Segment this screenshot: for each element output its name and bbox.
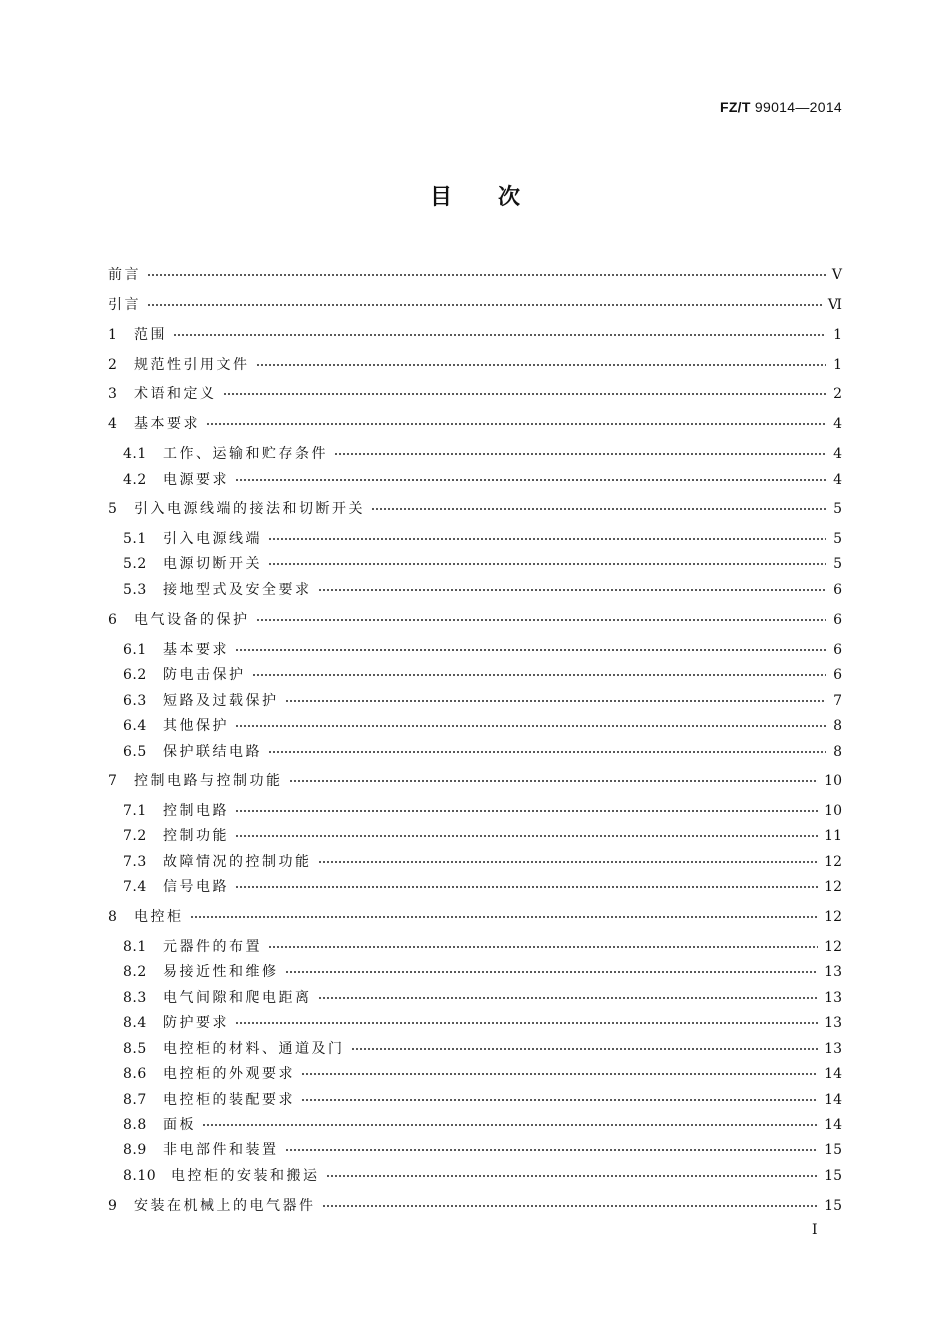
- toc-entry-page: 7: [833, 693, 842, 709]
- toc-entry[interactable]: [123, 713, 842, 739]
- toc-entry-label: 面板: [163, 1117, 196, 1133]
- toc-entry-number: 2: [108, 357, 118, 373]
- toc-entry-label: 保护联结电路: [163, 744, 262, 760]
- toc-entry-page: 4: [833, 416, 842, 432]
- toc-entry-number: 5.3: [123, 582, 147, 598]
- toc-entry[interactable]: [123, 1137, 842, 1163]
- toc-entry-number: 8.3: [123, 990, 147, 1006]
- toc-entry-label: 信号电路: [163, 879, 229, 895]
- toc-entry-label: 术语和定义: [134, 386, 217, 402]
- toc-entry-page: 2: [833, 386, 842, 402]
- toc-entry-label: 电源要求: [163, 472, 229, 488]
- toc-entry-label: 安装在机械上的电气器件: [134, 1198, 316, 1214]
- toc-entry[interactable]: [123, 823, 842, 849]
- toc-entry-page: 4: [833, 446, 842, 462]
- toc-leader-dots: [202, 1124, 818, 1126]
- toc-entry-page: 8: [833, 718, 842, 734]
- toc-entry-label: 引言: [108, 297, 141, 313]
- toc-entry[interactable]: [123, 662, 842, 688]
- toc-entry-label: 基本要求: [134, 416, 200, 432]
- toc-entry[interactable]: [108, 496, 842, 522]
- toc-entry[interactable]: [123, 739, 842, 765]
- toc-entry[interactable]: [108, 262, 842, 288]
- toc-entry-page: 5: [833, 501, 842, 517]
- toc-entry[interactable]: [123, 1010, 842, 1036]
- toc-entry-page: 14: [824, 1066, 842, 1082]
- toc-entry[interactable]: [123, 1061, 842, 1087]
- toc-entry[interactable]: [108, 1193, 842, 1219]
- toc-entry-number: 7.1: [123, 803, 147, 819]
- toc-entry-label: 控制功能: [163, 828, 229, 844]
- toc-entry-label: 电控柜: [134, 909, 184, 925]
- toc-entry-number: 8.8: [123, 1117, 147, 1133]
- toc-leader-dots: [147, 274, 826, 276]
- toc-entry[interactable]: [123, 467, 842, 493]
- toc-entry-label: 其他保护: [163, 718, 229, 734]
- toc-entry-number: 6.5: [123, 744, 147, 760]
- toc-leader-dots: [301, 1073, 818, 1075]
- toc-leader-dots: [285, 971, 819, 973]
- toc-entry-label: 电控柜的材料、通道及门: [163, 1041, 345, 1057]
- toc-entry[interactable]: [108, 292, 842, 318]
- toc-entry-label: 电控柜的安装和搬运: [171, 1168, 320, 1184]
- toc-entry-label: 元器件的布置: [163, 939, 262, 955]
- toc-entry-number: 5.1: [123, 531, 147, 547]
- toc-entry[interactable]: [123, 1036, 842, 1062]
- toc-entry-page: Ⅴ: [831, 267, 842, 283]
- page-number: I: [812, 1222, 818, 1238]
- toc-leader-dots: [289, 780, 819, 782]
- toc-entry-page: 12: [824, 939, 842, 955]
- toc-entry-page: 6: [833, 582, 842, 598]
- toc-leader-dots: [285, 1149, 819, 1151]
- toc-entry[interactable]: [123, 551, 842, 577]
- toc-entry[interactable]: [108, 904, 842, 930]
- toc-leader-dots: [268, 946, 818, 948]
- toc-leader-dots: [318, 861, 819, 863]
- toc-entry[interactable]: [123, 849, 842, 875]
- toc-entry-label: 工作、运输和贮存条件: [163, 446, 328, 462]
- toc-entry-page: 6: [833, 667, 842, 683]
- toc-leader-dots: [322, 1205, 819, 1207]
- toc-leader-dots: [147, 304, 822, 306]
- toc-entry-page: 4: [833, 472, 842, 488]
- toc-entry-label: 电源切断开关: [163, 556, 262, 572]
- toc-entry-number: 6.2: [123, 667, 147, 683]
- toc-entry-number: 8.4: [123, 1015, 147, 1031]
- toc-entry-label: 电气设备的保护: [134, 612, 250, 628]
- toc-leader-dots: [334, 453, 826, 455]
- toc-entry-page: 15: [824, 1142, 842, 1158]
- toc-entry[interactable]: [123, 688, 842, 714]
- toc-leader-dots: [190, 916, 819, 918]
- toc-entry-label: 基本要求: [163, 642, 229, 658]
- toc-entry-label: 范围: [134, 327, 167, 343]
- toc-entry-number: 8.7: [123, 1092, 147, 1108]
- toc-entry[interactable]: [123, 959, 842, 985]
- toc-entry-label: 引入电源线端: [163, 531, 262, 547]
- toc-leader-dots: [301, 1099, 818, 1101]
- toc-leader-dots: [235, 1022, 818, 1024]
- toc-entry-page: 14: [824, 1092, 842, 1108]
- toc-entry[interactable]: [123, 798, 842, 824]
- toc-entry-label: 防电击保护: [163, 667, 246, 683]
- toc-entry[interactable]: [108, 322, 842, 348]
- toc-entry-number: 6: [108, 612, 118, 628]
- document-code-prefix: FZ/T: [719, 99, 751, 115]
- toc-entry-number: 8: [108, 909, 118, 925]
- toc-leader-dots: [206, 423, 826, 425]
- toc-entry[interactable]: [123, 441, 842, 467]
- toc-leader-dots: [326, 1175, 819, 1177]
- toc-leader-dots: [173, 334, 826, 336]
- toc-leader-dots: [285, 700, 827, 702]
- toc-entry[interactable]: [123, 577, 842, 603]
- toc-entry-label: 电控柜的装配要求: [163, 1092, 295, 1108]
- toc-entry-number: 6.1: [123, 642, 147, 658]
- toc-entry-number: 1: [108, 327, 118, 343]
- toc-entry-number: 8.9: [123, 1142, 147, 1158]
- toc-leader-dots: [235, 886, 818, 888]
- toc-entry-page: 15: [824, 1198, 842, 1214]
- toc-leader-dots: [252, 674, 827, 676]
- toc-entry-label: 规范性引用文件: [134, 357, 250, 373]
- toc-entry-label: 控制电路与控制功能: [134, 773, 283, 789]
- toc-entry-number: 8.2: [123, 964, 147, 980]
- toc-entry-number: 4.1: [123, 446, 147, 462]
- toc-entry-page: 6: [833, 612, 842, 628]
- toc-entry-page: 8: [833, 744, 842, 760]
- toc-entry[interactable]: [108, 768, 842, 794]
- toc-entry-label: 电控柜的外观要求: [163, 1066, 295, 1082]
- toc-entry-page: 13: [824, 1015, 842, 1031]
- toc-leader-dots: [235, 810, 818, 812]
- toc-entry-label: 引入电源线端的接法和切断开关: [134, 501, 365, 517]
- toc-leader-dots: [351, 1048, 819, 1050]
- toc-entry[interactable]: [123, 1087, 842, 1113]
- toc-entry-label: 故障情况的控制功能: [163, 854, 312, 870]
- toc-leader-dots: [223, 393, 827, 395]
- toc-entry[interactable]: [108, 411, 842, 437]
- toc-entry-page: 13: [824, 964, 842, 980]
- toc-entry[interactable]: [123, 1112, 842, 1138]
- toc-entry-page: 13: [824, 990, 842, 1006]
- toc-entry-page: 15: [824, 1168, 842, 1184]
- toc-leader-dots: [268, 563, 826, 565]
- toc-entry-label: 电气间隙和爬电距离: [163, 990, 312, 1006]
- toc-entry-number: 6.3: [123, 693, 147, 709]
- toc-entry-page: 1: [833, 357, 842, 373]
- toc-entry-number: 4.2: [123, 472, 147, 488]
- toc-entry-label: 接地型式及安全要求: [163, 582, 312, 598]
- toc-entry-number: 3: [108, 386, 118, 402]
- toc-entry-label: 控制电路: [163, 803, 229, 819]
- toc-entry-page: 10: [824, 773, 842, 789]
- toc-leader-dots: [235, 479, 826, 481]
- page-title: 目次: [429, 185, 566, 210]
- document-code-number: 99014—2014: [754, 99, 842, 115]
- toc-entry-label: 非电部件和装置: [163, 1142, 279, 1158]
- toc-leader-dots: [371, 508, 826, 510]
- toc-entry-number: 7.2: [123, 828, 147, 844]
- toc-entry[interactable]: [123, 526, 842, 552]
- toc-leader-dots: [235, 835, 818, 837]
- toc-entry-number: 8.1: [123, 939, 147, 955]
- toc-entry-label: 短路及过载保护: [163, 693, 279, 709]
- toc-leader-dots: [256, 364, 827, 366]
- toc-entry-page: 12: [824, 909, 842, 925]
- toc-entry-page: 5: [833, 531, 842, 547]
- toc-entry[interactable]: [108, 607, 842, 633]
- toc-entry-number: 6.4: [123, 718, 147, 734]
- toc-entry-number: 7.4: [123, 879, 147, 895]
- toc-leader-dots: [235, 649, 826, 651]
- toc-entry-number: 5.2: [123, 556, 147, 572]
- toc-entry[interactable]: [108, 352, 842, 378]
- toc-leader-dots: [318, 589, 827, 591]
- toc-entry-page: 12: [824, 879, 842, 895]
- toc-entry[interactable]: [108, 381, 842, 407]
- toc-entry-label: 前言: [108, 267, 141, 283]
- toc-entry[interactable]: [123, 874, 842, 900]
- toc-entry-number: 8.6: [123, 1066, 147, 1082]
- toc-entry-page: 5: [833, 556, 842, 572]
- toc-entry-label: 易接近性和维修: [163, 964, 279, 980]
- toc-entry-page: 1: [833, 327, 842, 343]
- toc-leader-dots: [268, 751, 826, 753]
- toc-entry-number: 7: [108, 773, 118, 789]
- toc-leader-dots: [318, 997, 819, 999]
- toc-entry-page: Ⅵ: [827, 297, 842, 313]
- toc-entry-number: 7.3: [123, 854, 147, 870]
- document-code: [720, 99, 842, 115]
- toc-entry-number: 5: [108, 501, 118, 517]
- toc-leader-dots: [235, 725, 826, 727]
- toc-entry[interactable]: [123, 934, 842, 960]
- toc-entry-number: 8.10: [123, 1168, 157, 1184]
- toc-entry-page: 6: [833, 642, 842, 658]
- toc-entry-number: 4: [108, 416, 118, 432]
- toc-entry[interactable]: [123, 1163, 842, 1189]
- toc-leader-dots: [268, 538, 826, 540]
- toc-entry-number: 8.5: [123, 1041, 147, 1057]
- toc-entry-page: 13: [824, 1041, 842, 1057]
- toc-entry[interactable]: [123, 985, 842, 1011]
- toc-entry[interactable]: [123, 637, 842, 663]
- toc-entry-number: 9: [108, 1198, 118, 1214]
- toc-leader-dots: [256, 619, 827, 621]
- toc-entry-label: 防护要求: [163, 1015, 229, 1031]
- toc-entry-page: 11: [824, 828, 842, 844]
- toc-entry-page: 12: [824, 854, 842, 870]
- toc-entry-page: 10: [824, 803, 842, 819]
- toc-entry-page: 14: [824, 1117, 842, 1133]
